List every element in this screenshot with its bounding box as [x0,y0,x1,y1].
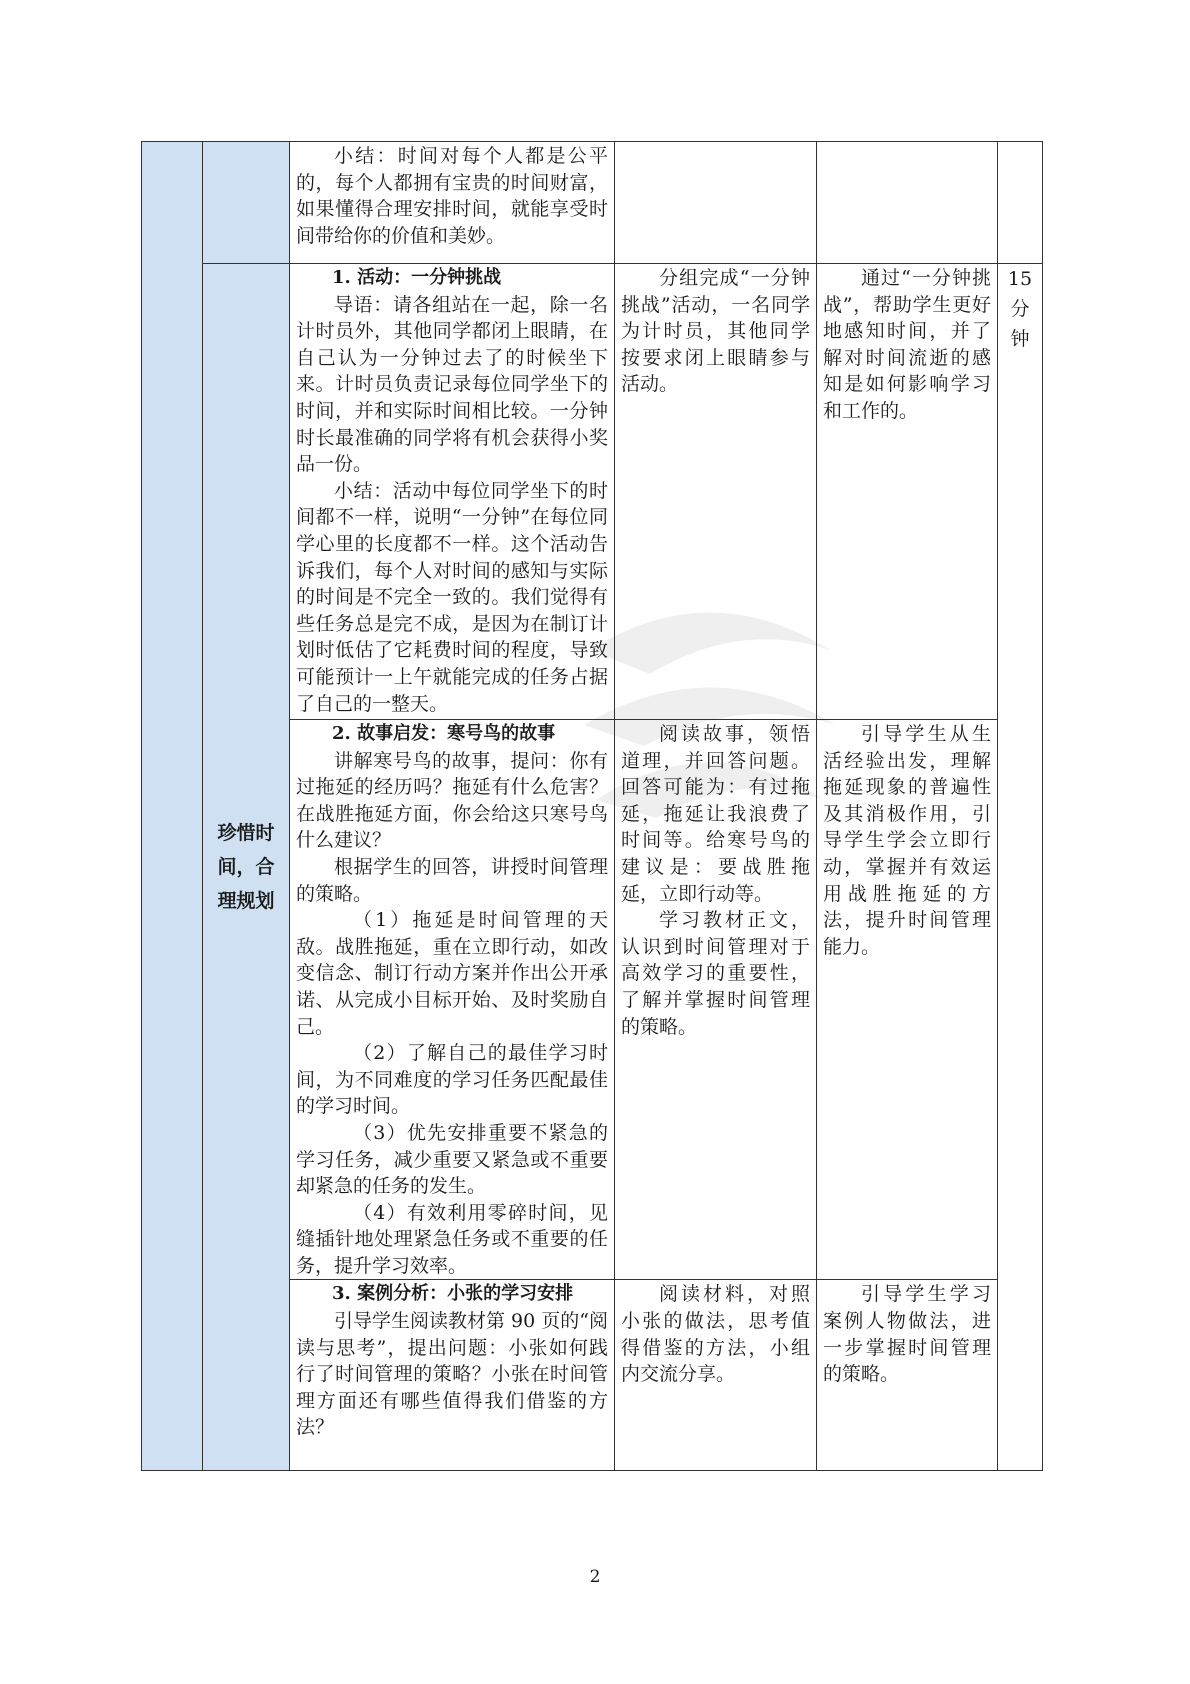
table-row [142,264,1043,720]
paragraph: 小结：活动中每位同学坐下的时间都不一样，说明“一分钟”在每位同学心里的长度都不一样。这个活动告诉我们，每个人对时间的感知与实际的时间是不完全一致的。我们觉得有些任务总是完不成，是因为在制订计划时低估了它耗费时间的程度，导致可能预计一上午就能完成的任务占据了自己的一整天。 [296,479,608,715]
heading-number: 1. [332,267,351,288]
intent-cell [817,1280,998,1471]
student-cell [615,720,817,1280]
strategy-item: （3）优先安排重要不紧急的学习任务，减少重要又紧急或不重要却紧急的任务的发生。 [296,1121,608,1198]
strategy-item: （4）有效利用零碎时间，见缝插针地处理紧急任务或不重要的任务，提升学习效率。 [296,1201,608,1277]
content-cell [290,1280,615,1471]
paragraph: 阅读故事，领悟道理，并回答问题。回答可能为：有过拖延，拖延让我浪费了时间等。给寒号鸟的建议是：要战胜拖延，立即行动等。 [621,723,810,905]
heading-text: 活动：一分钟挑战 [357,267,502,288]
activity-heading [296,1281,608,1308]
strategy-item: （1）拖延是时间管理的天敌。战胜拖延，重在立即行动，如改变信念、制订行动方案并作出公开承诺、从完成小目标开始、及时奖励自己。 [296,909,608,1038]
intent-cell [817,720,998,1280]
page-number: 2 [589,1567,601,1587]
heading-number: 2. [332,723,351,744]
activity-heading [296,265,608,292]
heading-text: 案例分析：小张的学习安排 [357,1283,574,1305]
paragraph: 根据学生的回答，讲授时间管理的策略。 [296,855,608,905]
paragraph: 学习教材正文，认识到时间管理对于高效学习的重要性，了解并掌握时间管理的策略。 [621,909,810,1038]
section-title-cell [203,264,290,1471]
content-cell [290,720,615,1280]
time-cell-empty [998,142,1043,264]
paragraph: 小结：时间对每个人都是公平的，每个人都拥有宝贵的时间财富，如果懂得合理安排时间，就能享受时间带给你的价值和美妙。 [296,145,608,247]
column-decoration [142,142,203,1471]
paragraph: 引导学生从生活经验出发，理解拖延现象的普遍性及其消极作用，引导学生学会立即行动，掌握并有效运用战胜拖延的方法，提升时间管理能力。 [823,723,991,958]
paragraph: 导语：请各组站在一起，除一名计时员外，其他同学都闭上眼睛，在自己认为一分钟过去了的时候坐下来。计时员负责记录每位同学坐下的时间，并和实际时间相比较。一分钟时长最准确的同学将有机会获得小奖品一份。 [296,293,608,476]
intent-cell [817,142,998,264]
student-cell [615,1280,817,1471]
section-cell-empty [203,142,290,264]
lesson-plan-table [141,141,1043,1471]
intent-cell [817,264,998,720]
table-row [142,142,1043,264]
student-cell [615,264,817,720]
paragraph: 引导学生阅读教材第 90 页的“阅读与思考”，提出问题：小张如何践行了时间管理的策略？小张在时间管理方面还有哪些值得我们借鉴的方法？ [296,1310,608,1439]
paragraph: 通过“一分钟挑战”，帮助学生更好地感知时间，并了解对时间流逝的感知是如何影响学习和工作的。 [823,267,991,422]
activity-heading [296,721,608,748]
paragraph: 阅读材料，对照小张的做法，思考值得借鉴的方法，小组内交流分享。 [621,1283,810,1386]
duration-label: 15分钟 [1007,268,1033,350]
heading-number: 3. [332,1283,351,1305]
time-cell [998,264,1043,1471]
paragraph: 讲解寒号鸟的故事，提问：你有过拖延的经历吗？拖延有什么危害？在战胜拖延方面，你会给这只寒号鸟什么建议？ [296,749,608,852]
content-cell [290,264,615,720]
student-cell [615,142,817,264]
section-title: 珍惜时间，合理规划 [217,822,275,913]
strategy-item: （2）了解自己的最佳学习时间，为不同难度的学习任务匹配最佳的学习时间。 [296,1042,608,1118]
paragraph: 引导学生学习案例人物做法，进一步掌握时间管理的策略。 [823,1283,991,1386]
paragraph: 分组完成“一分钟挑战”活动，一名同学为计时员，其他同学按要求闭上眼睛参与活动。 [621,267,810,396]
content-cell [290,142,615,264]
heading-text: 故事启发：寒号鸟的故事 [357,723,556,744]
